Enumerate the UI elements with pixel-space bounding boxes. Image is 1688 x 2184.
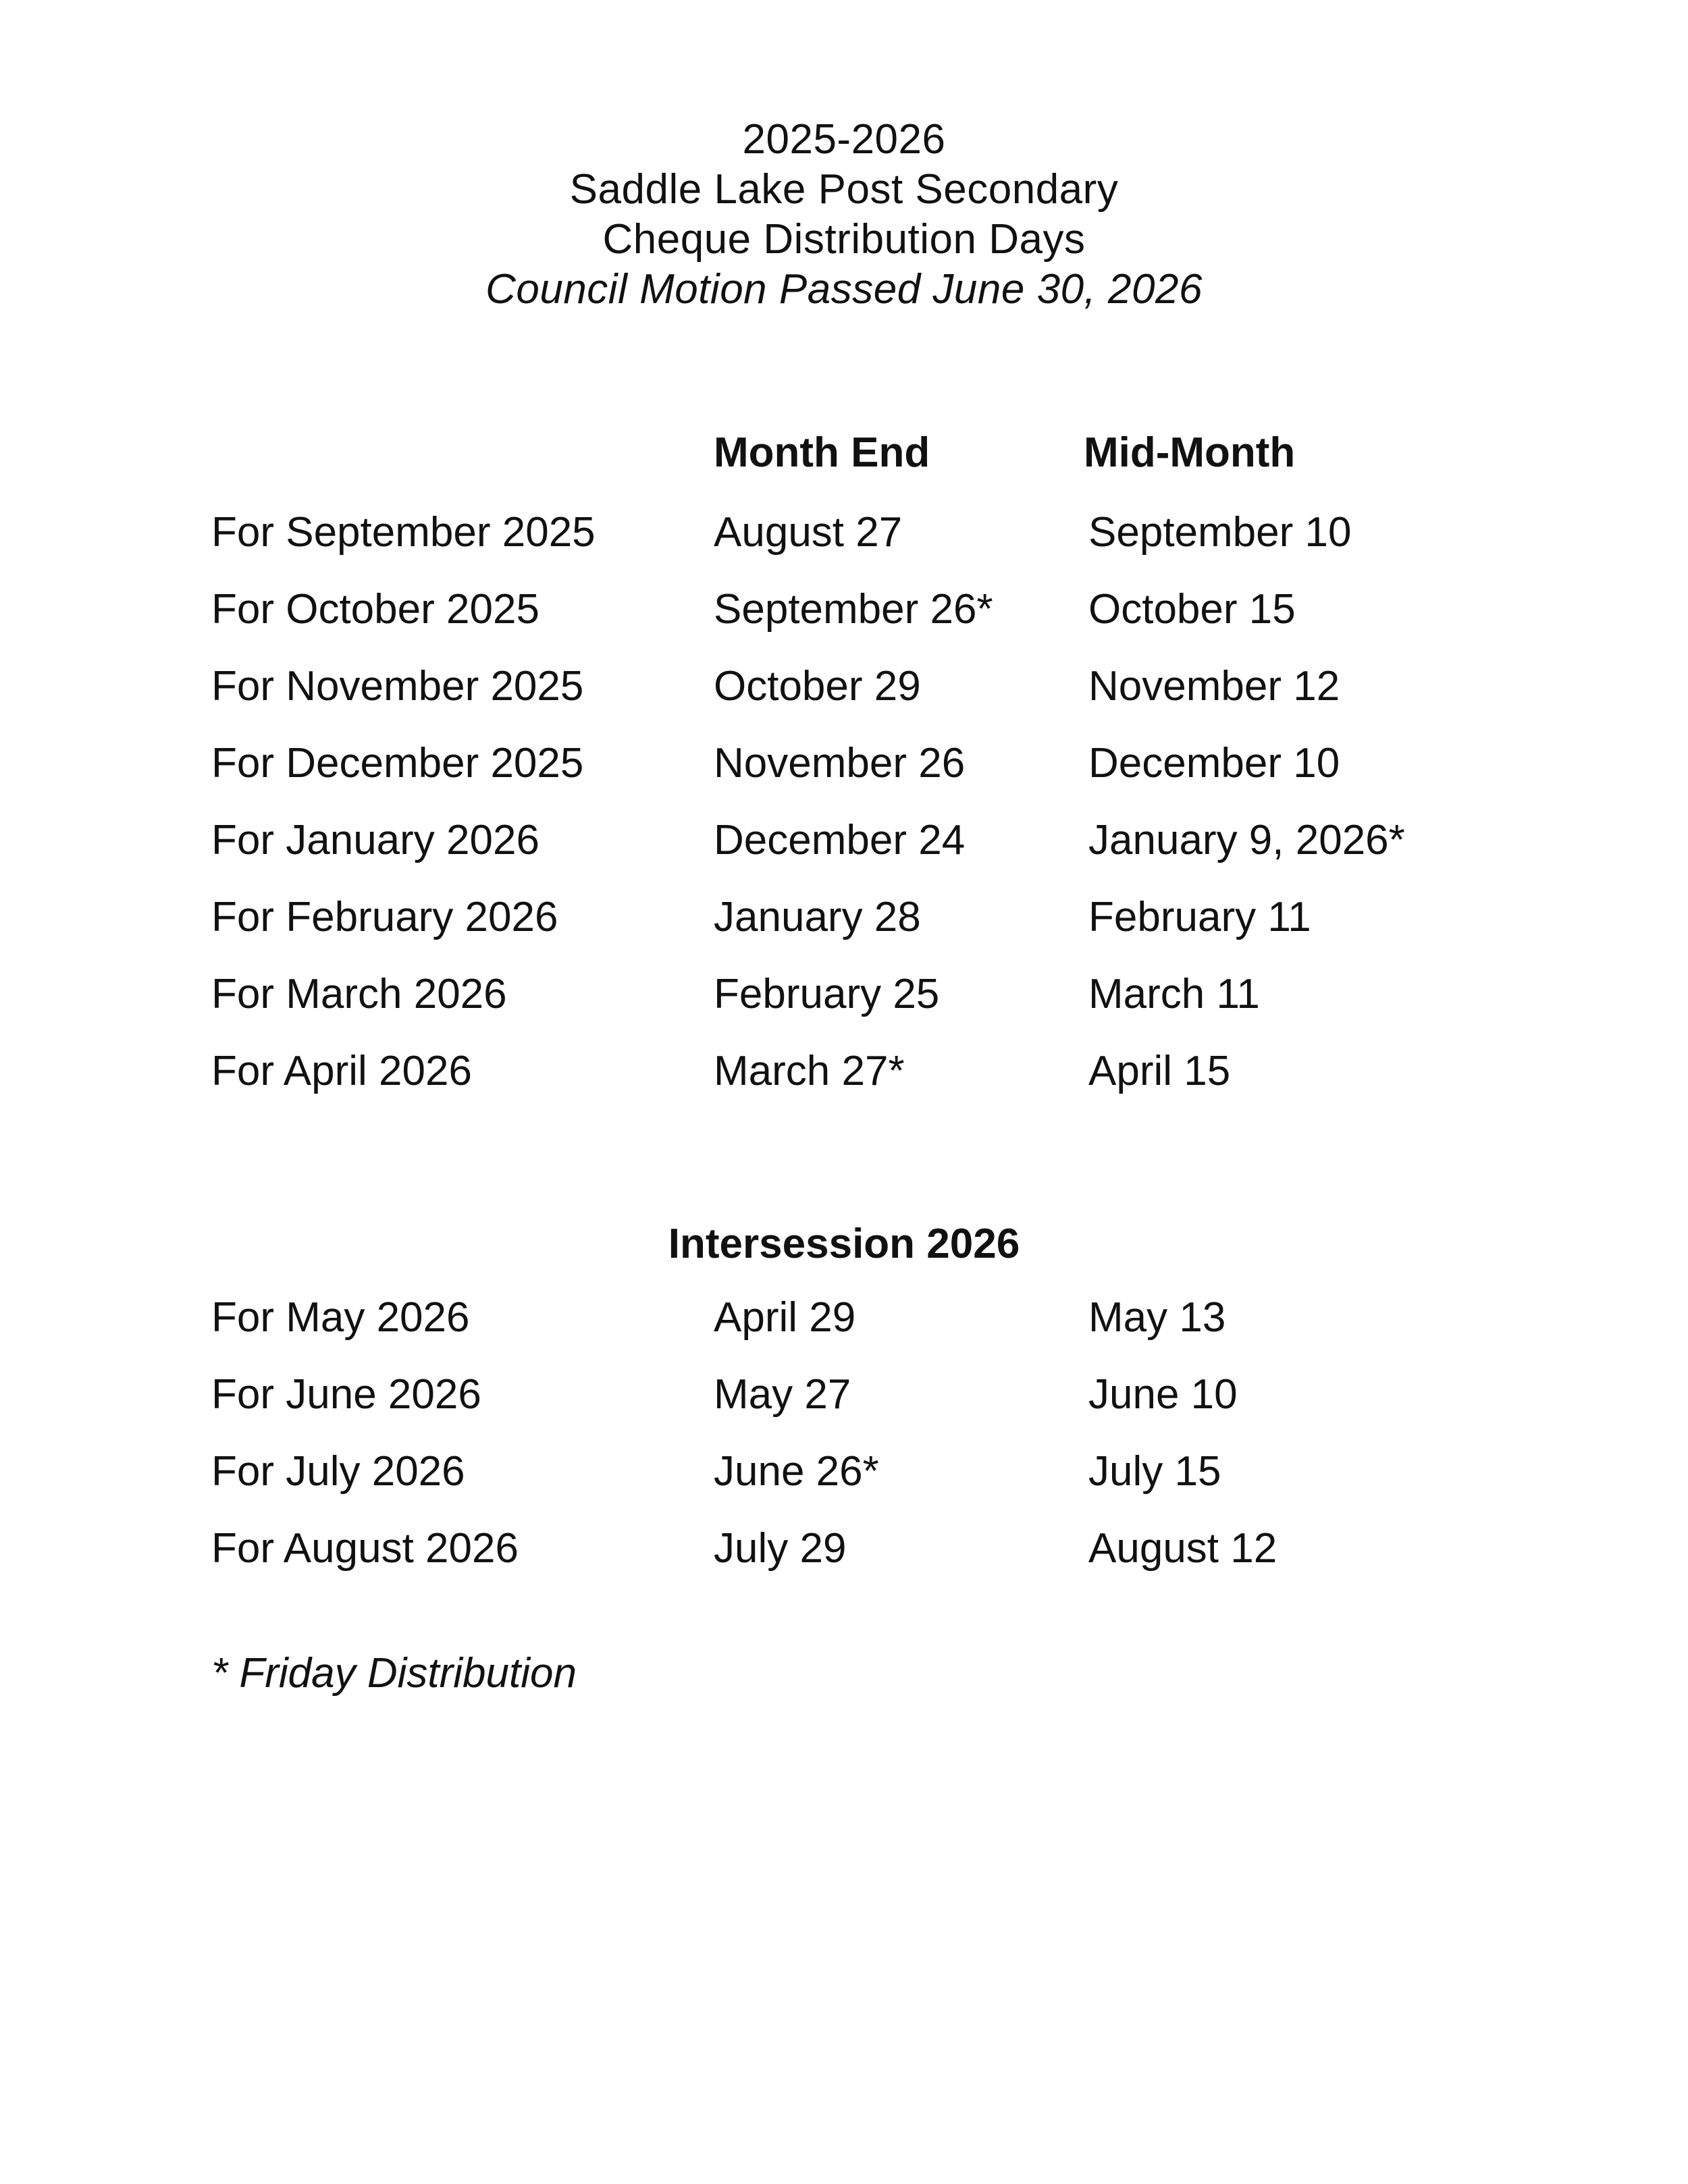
header-organization: Saddle Lake Post Secondary (569, 166, 1119, 213)
intersession-row (0, 1524, 1688, 1601)
intersession-row (0, 1370, 1688, 1447)
mid-month-date: June 10 (1088, 1371, 1238, 1418)
mid-month-date: May 13 (1088, 1294, 1226, 1341)
schedule-row (0, 585, 1688, 662)
page-title: Cheque Distribution Days (602, 216, 1086, 263)
month-end-date: August 27 (714, 509, 903, 556)
mid-month-date: February 11 (1088, 894, 1311, 940)
mid-month-date: October 15 (1088, 586, 1296, 633)
month-end-date: December 24 (714, 817, 966, 863)
month-end-date: September 26* (714, 586, 993, 633)
schedule-row (0, 662, 1688, 739)
mid-month-date: July 15 (1088, 1448, 1221, 1495)
month-end-date: February 25 (714, 971, 940, 1017)
mid-month-date: December 10 (1088, 740, 1340, 787)
header-year: 2025-2026 (742, 116, 946, 163)
month-end-date: July 29 (714, 1525, 847, 1572)
month-end-date: November 26 (714, 740, 966, 787)
month-end-date: June 26* (714, 1448, 879, 1495)
schedule-row (0, 893, 1688, 969)
row-label: For September 2025 (211, 509, 596, 556)
intersession-title: Intersession 2026 (668, 1221, 1020, 1267)
month-end-date: April 29 (714, 1294, 856, 1341)
month-end-date: May 27 (714, 1371, 851, 1418)
row-label: For June 2026 (211, 1371, 481, 1418)
mid-month-date: September 10 (1088, 509, 1352, 556)
row-label: For November 2025 (211, 663, 584, 710)
row-label: For July 2026 (211, 1448, 465, 1495)
month-end-date: October 29 (714, 663, 921, 710)
schedule-row (0, 969, 1688, 1046)
mid-month-date: November 12 (1088, 663, 1340, 710)
header-motion-note: Council Motion Passed June 30, 2026 (485, 266, 1203, 313)
intersession-row (0, 1293, 1688, 1370)
row-label: For February 2026 (211, 894, 558, 940)
intersession-table (0, 1293, 1688, 1601)
document-header (0, 115, 1688, 315)
column-header-month-end: Month End (714, 429, 930, 476)
row-label: For October 2025 (211, 586, 539, 633)
mid-month-date: April 15 (1088, 1048, 1231, 1094)
row-label: For May 2026 (211, 1294, 470, 1341)
row-label: For April 2026 (211, 1048, 472, 1094)
schedule-row (0, 1046, 1688, 1123)
footnote-friday-distribution: * Friday Distribution (211, 1650, 577, 1697)
row-label: For December 2025 (211, 740, 584, 787)
schedule-table (0, 508, 1688, 1123)
schedule-row (0, 508, 1688, 585)
row-label: For March 2026 (211, 971, 507, 1017)
column-header-mid-month: Mid-Month (1084, 429, 1296, 476)
mid-month-date: January 9, 2026* (1088, 817, 1405, 863)
schedule-row (0, 816, 1688, 893)
month-end-date: January 28 (714, 894, 921, 940)
mid-month-date: March 11 (1088, 971, 1260, 1017)
mid-month-date: August 12 (1088, 1525, 1277, 1572)
schedule-row (0, 739, 1688, 816)
row-label: For August 2026 (211, 1525, 519, 1572)
month-end-date: March 27* (714, 1048, 905, 1094)
intersession-row (0, 1447, 1688, 1524)
row-label: For January 2026 (211, 817, 539, 863)
